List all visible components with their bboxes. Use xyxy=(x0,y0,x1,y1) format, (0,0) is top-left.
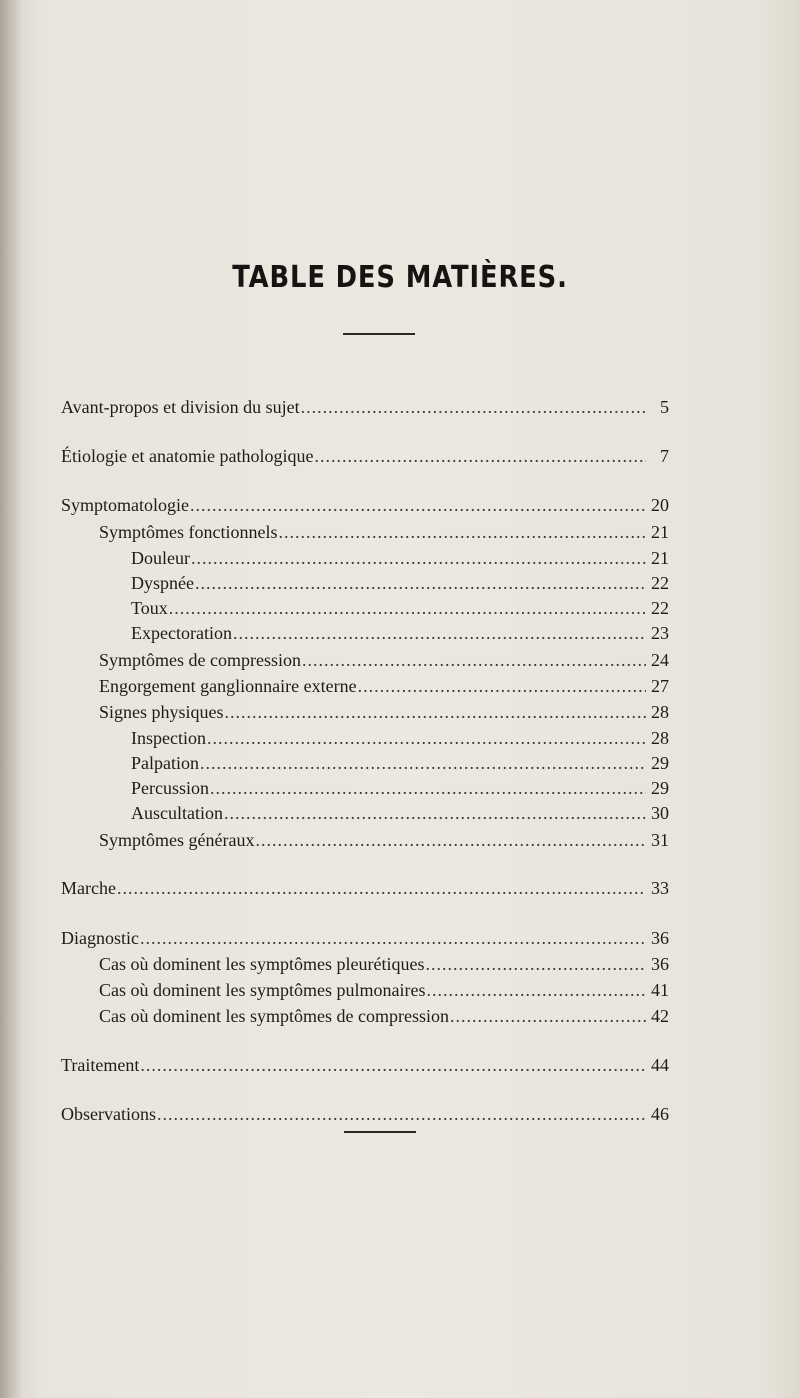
toc-entry-page: 22 xyxy=(651,598,669,618)
closing-rule xyxy=(344,1131,416,1133)
toc-entry xyxy=(131,752,669,774)
leader-dots xyxy=(302,649,646,671)
toc-entry-label: Symptômes fonctionnels xyxy=(99,522,278,542)
toc-entry-page: 30 xyxy=(651,803,669,823)
leader-dots xyxy=(190,494,646,516)
toc-entry-page: 41 xyxy=(651,980,669,1000)
leader-dots xyxy=(450,1005,646,1027)
toc-entry-label: Avant-propos et division du sujet xyxy=(61,397,300,417)
toc-entry-label: Douleur xyxy=(131,548,190,568)
toc-entry-page: 29 xyxy=(651,778,669,798)
toc-entry-page: 21 xyxy=(651,548,669,568)
toc-entry xyxy=(131,547,669,569)
toc-entry xyxy=(61,396,669,418)
toc-entry-page: 21 xyxy=(651,522,669,542)
toc-entry xyxy=(61,927,669,949)
toc-entry xyxy=(131,727,669,749)
leader-dots xyxy=(301,396,646,418)
toc-entry-label: Percussion xyxy=(131,778,209,798)
toc-entry-label: Marche xyxy=(61,878,116,898)
leader-dots xyxy=(140,1054,646,1076)
toc-entry xyxy=(99,829,669,851)
toc-entry-page: 7 xyxy=(660,446,669,466)
toc-entry-label: Symptomatologie xyxy=(61,495,189,515)
toc-entry-label: Cas où dominent les symptômes pulmonaires xyxy=(99,980,426,1000)
leader-dots xyxy=(314,445,646,467)
toc-entry-page: 22 xyxy=(651,573,669,593)
toc-entry-page: 36 xyxy=(651,928,669,948)
toc-entry xyxy=(131,622,669,644)
toc-entry xyxy=(61,494,669,516)
toc-entry xyxy=(61,877,669,899)
toc-entry-label: Traitement xyxy=(61,1055,140,1075)
toc-entry xyxy=(99,979,669,1001)
toc-entry-page: 5 xyxy=(660,397,669,417)
toc-entry xyxy=(61,1054,669,1076)
leader-dots xyxy=(140,927,646,949)
toc-entry xyxy=(131,802,669,824)
toc-entry-page: 31 xyxy=(651,830,669,850)
leader-dots xyxy=(117,877,646,899)
toc-entry-label: Signes physiques xyxy=(99,702,224,722)
toc-entry-label: Cas où dominent les symptômes de compression xyxy=(99,1006,449,1026)
leader-dots xyxy=(279,521,647,543)
leader-dots xyxy=(255,829,646,851)
leader-dots xyxy=(233,622,646,644)
toc-entry xyxy=(99,701,669,723)
leader-dots xyxy=(157,1103,646,1125)
leader-dots xyxy=(200,752,646,774)
toc-entry xyxy=(99,521,669,543)
toc-entry xyxy=(131,597,669,619)
leader-dots xyxy=(169,597,646,619)
toc-entry-page: 46 xyxy=(651,1104,669,1124)
leader-dots xyxy=(210,777,646,799)
toc-entry-page: 33 xyxy=(651,878,669,898)
toc-entry-label: Inspection xyxy=(131,728,206,748)
toc-entry-label: Engorgement ganglionnaire externe xyxy=(99,676,357,696)
leader-dots xyxy=(195,572,646,594)
toc-entry xyxy=(99,953,669,975)
toc-entry-label: Toux xyxy=(131,598,168,618)
leader-dots xyxy=(426,979,646,1001)
toc-entry xyxy=(61,1103,669,1125)
page-title: TABLE DES MATIÈRES. xyxy=(232,260,568,295)
toc-entry-page: 28 xyxy=(651,728,669,748)
toc-entry-page: 23 xyxy=(651,623,669,643)
toc-entry xyxy=(131,777,669,799)
toc-entry-label: Auscultation xyxy=(131,803,223,823)
toc-entry-page: 28 xyxy=(651,702,669,722)
toc-entry xyxy=(99,675,669,697)
toc-entry xyxy=(99,649,669,671)
toc-entry-label: Symptômes généraux xyxy=(99,830,255,850)
toc-entry-label: Symptômes de compression xyxy=(99,650,301,670)
toc-entry-page: 36 xyxy=(651,954,669,974)
toc-entry-page: 24 xyxy=(651,650,669,670)
toc-entry-page: 29 xyxy=(651,753,669,773)
toc-entry-label: Observations xyxy=(61,1104,156,1124)
toc-entry-page: 42 xyxy=(651,1006,669,1026)
leader-dots xyxy=(207,727,646,749)
toc-entry xyxy=(61,445,669,467)
toc-entry xyxy=(99,1005,669,1027)
leader-dots xyxy=(358,675,646,697)
leader-dots xyxy=(425,953,646,975)
toc-entry-label: Dyspnée xyxy=(131,573,194,593)
leader-dots xyxy=(224,802,646,824)
leader-dots xyxy=(191,547,646,569)
toc-entry-label: Palpation xyxy=(131,753,199,773)
toc-entry xyxy=(131,572,669,594)
toc-entry-label: Étiologie et anatomie pathologique xyxy=(61,446,314,466)
toc-entry-label: Cas où dominent les symptômes pleurétiques xyxy=(99,954,425,974)
toc-entry-page: 20 xyxy=(651,495,669,515)
leader-dots xyxy=(225,701,646,723)
toc-entry-label: Expectoration xyxy=(131,623,232,643)
toc-entry-page: 27 xyxy=(651,676,669,696)
toc-entry-page: 44 xyxy=(651,1055,669,1075)
toc-entry-label: Diagnostic xyxy=(61,928,139,948)
